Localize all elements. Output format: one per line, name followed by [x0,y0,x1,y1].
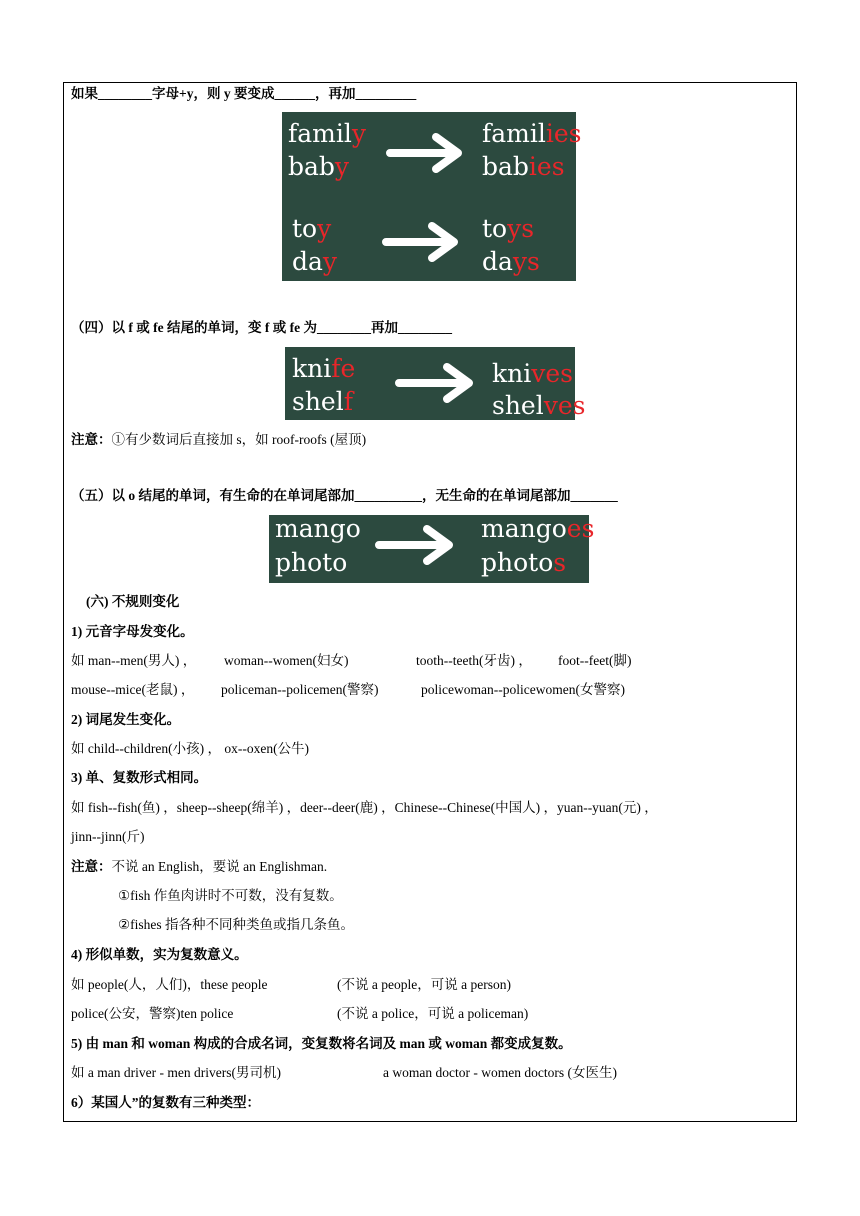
word-shelves: shelves [492,391,586,420]
example-police-note: (不说 a police，可说 a policeman) [337,1006,529,1021]
arrow-icon [382,221,460,263]
irregular-line-4: 如 fish--fish(鱼) ，sheep--sheep(绵羊) ，deer--deer(鹿) ，Chinese--Chinese(中国人) ，yuan--yuan(元) ， [71,800,658,815]
rule-f-line: （四）以 f 或 fe 结尾的单词，变 f 或 fe 为________再加________ [71,320,452,335]
word-babies: babies [482,152,565,181]
example-mouse: mouse--mice(老鼠) ， [71,682,195,697]
irregular-heading-6: 6）某国人”的复数有三种类型： [71,1095,260,1110]
example-man: 如 man--men(男人) ， [71,653,197,668]
word-toy: toy [292,214,332,243]
rule-y-blank-3: _________ [355,86,417,101]
irregular-heading-3: 3) 单、复数形式相同。 [71,770,208,785]
word-toys: toys [482,214,535,243]
rule-y-blank-2: ______ [274,86,315,101]
panel-y-plural [282,112,582,281]
irregular-line-5: jinn--jinn(斤) [71,829,145,844]
irregular-note-3: ②fishes 指各种不同种类鱼或指几条鱼。 [118,917,354,932]
note-text: 不说 an English，要说 an Englishman. [111,859,328,874]
note-text: ①有少数词后直接加 s，如 roof-roofs (屋顶) [111,432,367,447]
word-day: day [292,247,338,276]
note-label: 注意： [71,432,112,447]
irregular-line-3: 如 child--children(小孩) ， ox--oxen(公牛) [71,741,310,756]
example-woman: woman--women(妇女) [224,653,349,668]
word-family: family [288,119,366,148]
irregular-heading-5: 5) 由 man 和 woman 构成的合成名词，变复数将名词及 man 或 woman 都变成复数。 [71,1036,572,1051]
word-knives: knives [492,359,573,388]
irregular-note-1 [71,858,327,876]
panel-o-plural [269,514,595,583]
rule-y-text-3: ，再加 [314,86,356,101]
panel-f-plural [285,347,586,420]
rule-o-line: （五）以 o 结尾的单词，有生命的在单词尾部加__________，无生命的在单词尾部加_______ [71,488,618,503]
example-tooth: tooth--teeth(牙齿) ， [416,653,532,668]
word-knife: knife [292,354,356,383]
example-man-driver: 如 a man driver - men drivers(男司机) [71,1065,281,1080]
example-people-note: (不说 a people，可说 a person) [337,977,511,992]
example-policewoman: policewoman--policewomen(女警察) [421,682,625,697]
irregular-title: (六) 不规则变化 [86,594,180,609]
irregular-heading-4: 4) 形似单数，实为复数意义。 [71,947,248,962]
irregular-heading-1: 1) 元音字母发变化。 [71,624,194,639]
word-families: families [482,119,582,148]
word-mangoes: mangoes [481,514,595,543]
rule-y-blank-1: ________ [98,86,152,101]
arrow-icon [375,524,455,566]
word-shelf: shelf [292,387,353,416]
rule-y-text-2: 字母+y，则 y 要变成 [152,86,275,101]
example-foot: foot--feet(脚) [558,653,632,668]
word-photo: photo [275,548,348,577]
arrow-icon [386,132,464,174]
example-policeman: policeman--policemen(警察) [221,682,379,697]
note-label: 注意： [71,859,112,874]
irregular-heading-2: 2) 词尾发生变化。 [71,712,181,727]
word-days: days [482,247,540,276]
word-mango: mango [275,514,361,543]
example-woman-doctor: a woman doctor - women doctors (女医生) [383,1065,617,1080]
example-police: police(公安，警察)ten police [71,1006,234,1021]
note-f-line [71,431,366,449]
word-baby: baby [288,152,350,181]
arrow-icon [395,362,475,404]
rule-y-text-1: 如果 [71,86,98,101]
rule-y-line [71,85,416,103]
word-photos: photos [481,548,567,577]
irregular-note-2: ①fish 作鱼肉讲时不可数，没有复数。 [118,888,343,903]
example-people: 如 people(人，人们)，these people [71,977,268,992]
